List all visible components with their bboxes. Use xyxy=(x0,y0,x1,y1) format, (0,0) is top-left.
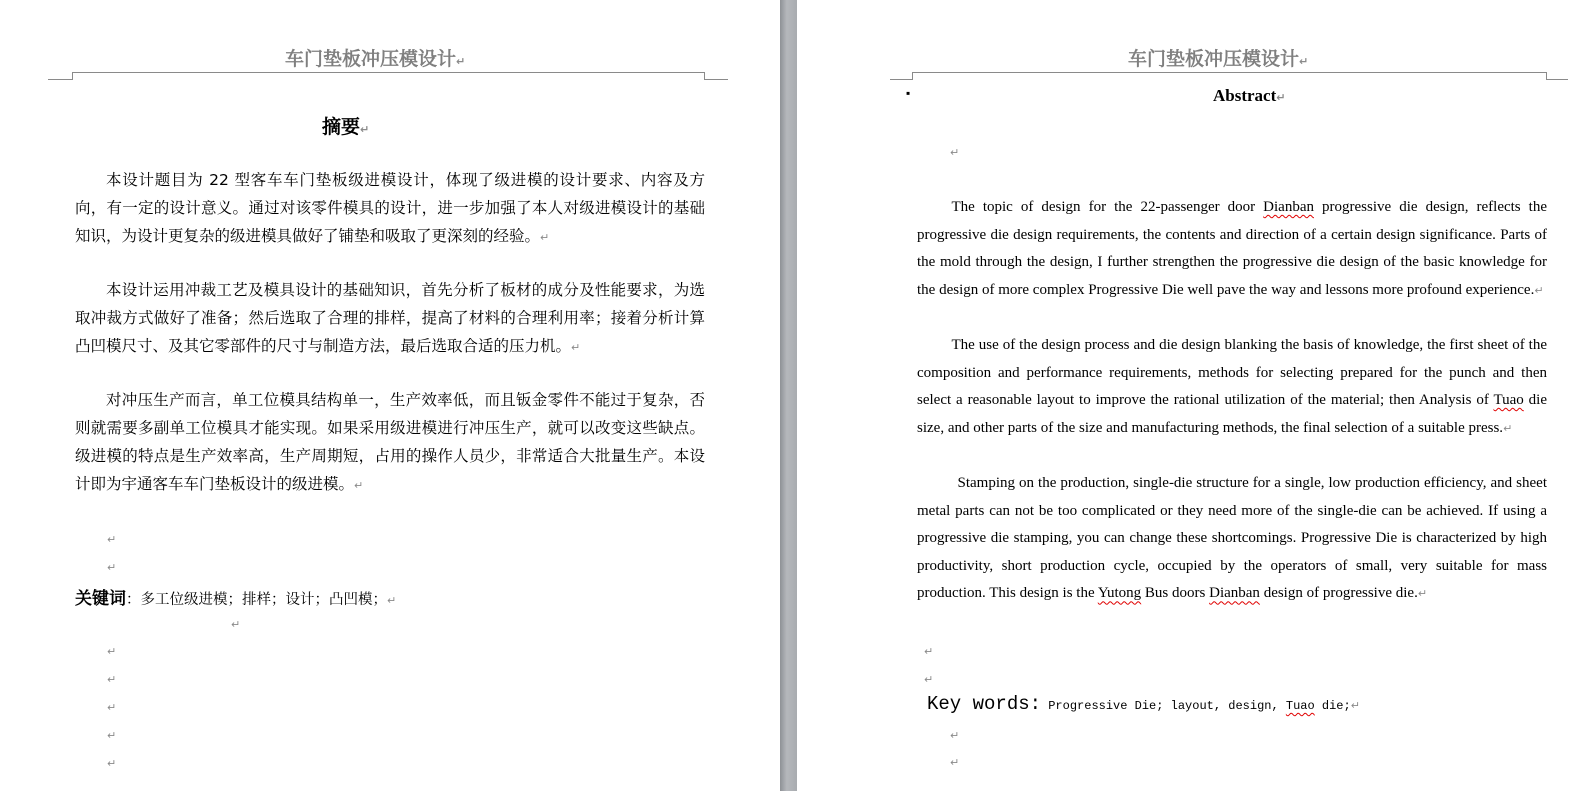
paragraph-mark: ↵ xyxy=(950,756,960,769)
header-rule xyxy=(912,72,1546,73)
page-header: 车门垫板冲压模设计↵ xyxy=(285,48,466,70)
header-rule xyxy=(72,72,73,80)
header-rule xyxy=(704,79,728,80)
header-rule xyxy=(48,79,72,80)
paragraph-mark: ↵ xyxy=(107,533,117,546)
paragraph-mark: ↵ xyxy=(107,757,117,770)
page-gap xyxy=(780,0,797,791)
paragraph-mark: ↵ xyxy=(231,618,241,631)
header-rule xyxy=(890,79,912,80)
page-right xyxy=(797,0,1586,791)
abstract-heading: Abstract↵ xyxy=(1213,86,1286,105)
page-left xyxy=(0,0,780,791)
page-header: 车门垫板冲压模设计↵ xyxy=(1128,48,1309,70)
paragraph: 本设计运用冲裁工艺及模具设计的基础知识，首先分析了板材的成分及性能要求，为选取冲裁方式做好了准备；然后选取了合理的排样，提高了材料的合理利用率；接着分析计算凸凹模尺寸、及其它零部件的尺寸与制造方法，最后选取合适的压力机。↵ xyxy=(75,281,705,355)
paragraph-mark: ↵ xyxy=(950,729,960,742)
header-rule xyxy=(912,72,913,80)
paragraph-mark: ↵ xyxy=(107,673,117,686)
paragraph-mark: ↵ xyxy=(924,645,934,658)
paragraph-mark: ↵ xyxy=(950,146,960,159)
paragraph: 本设计题目为 22 型客车车门垫板级进模设计，体现了级进模的设计要求、内容及方向，有一定的设计意义。通过对该零件模具的设计，进一步加强了本人对级进模设计的基础知识，为设计更复杂的级进模具做好了铺垫和吸取了更深刻的经验。↵ xyxy=(75,171,705,245)
abstract-heading: 摘要↵ xyxy=(322,116,370,138)
paragraph: Stamping on the production, single-die structure for a single, low production efficiency, and sheet metal parts can not be too complicated or they need more of the single-die can be achieved. If using a progressive die stamping, you can change these shortcomings. Progressive Die is characterized by high productivity, short production cycle, occupied by the operators of small, very suitable for mass production. This design is the Yutong Bus doors Dianban design of progressive die.↵ xyxy=(917,475,1547,602)
header-rule xyxy=(1546,79,1568,80)
paragraph-mark: ↵ xyxy=(924,673,934,686)
paragraph-mark: ↵ xyxy=(107,701,117,714)
paragraph: The use of the design process and die design blanking the basis of knowledge, the first sheet of the composition and performance requirements, methods for selecting prepared for the punch and then select a reasonable layout to improve the rational utilization of the material; then Analysis of Tuao die size, and other parts of the size and manufacturing methods, the final selection of a suitable press.↵ xyxy=(917,337,1547,436)
paragraph-mark: ↵ xyxy=(107,645,117,658)
paragraph-mark: ↵ xyxy=(107,561,117,574)
paragraph-bullet: ▪ xyxy=(906,86,911,100)
paragraph: 对冲压生产而言，单工位模具结构单一，生产效率低，而且钣金零件不能过于复杂，否则就需要多副单工位模具才能实现。如果采用级进模进行冲压生产，就可以改变这些缺点。级进模的特点是生产效率高，生产周期短，占用的操作人员少，非常适合大批量生产。本设计即为宇通客车车门垫板设计的级进模。↵ xyxy=(75,391,705,493)
header-rule xyxy=(72,72,704,73)
keywords: 关键词：多工位级进模；排样；设计；凸凹模；↵ xyxy=(75,589,397,609)
paragraph: The topic of design for the 22-passenger door Dianban progressive die design, reflects the progressive die design requirements, the contents and direction of a certain design significance. Parts of the mold through the design, I further strengthen the progressive die design of the basic knowledge for the design of more complex Progressive Die well pave the way and lessons more profound experience.↵ xyxy=(917,199,1547,298)
keywords: Key words: Progressive Die; layout, design, Tuao die;↵ xyxy=(927,693,1360,715)
paragraph-mark: ↵ xyxy=(107,729,117,742)
